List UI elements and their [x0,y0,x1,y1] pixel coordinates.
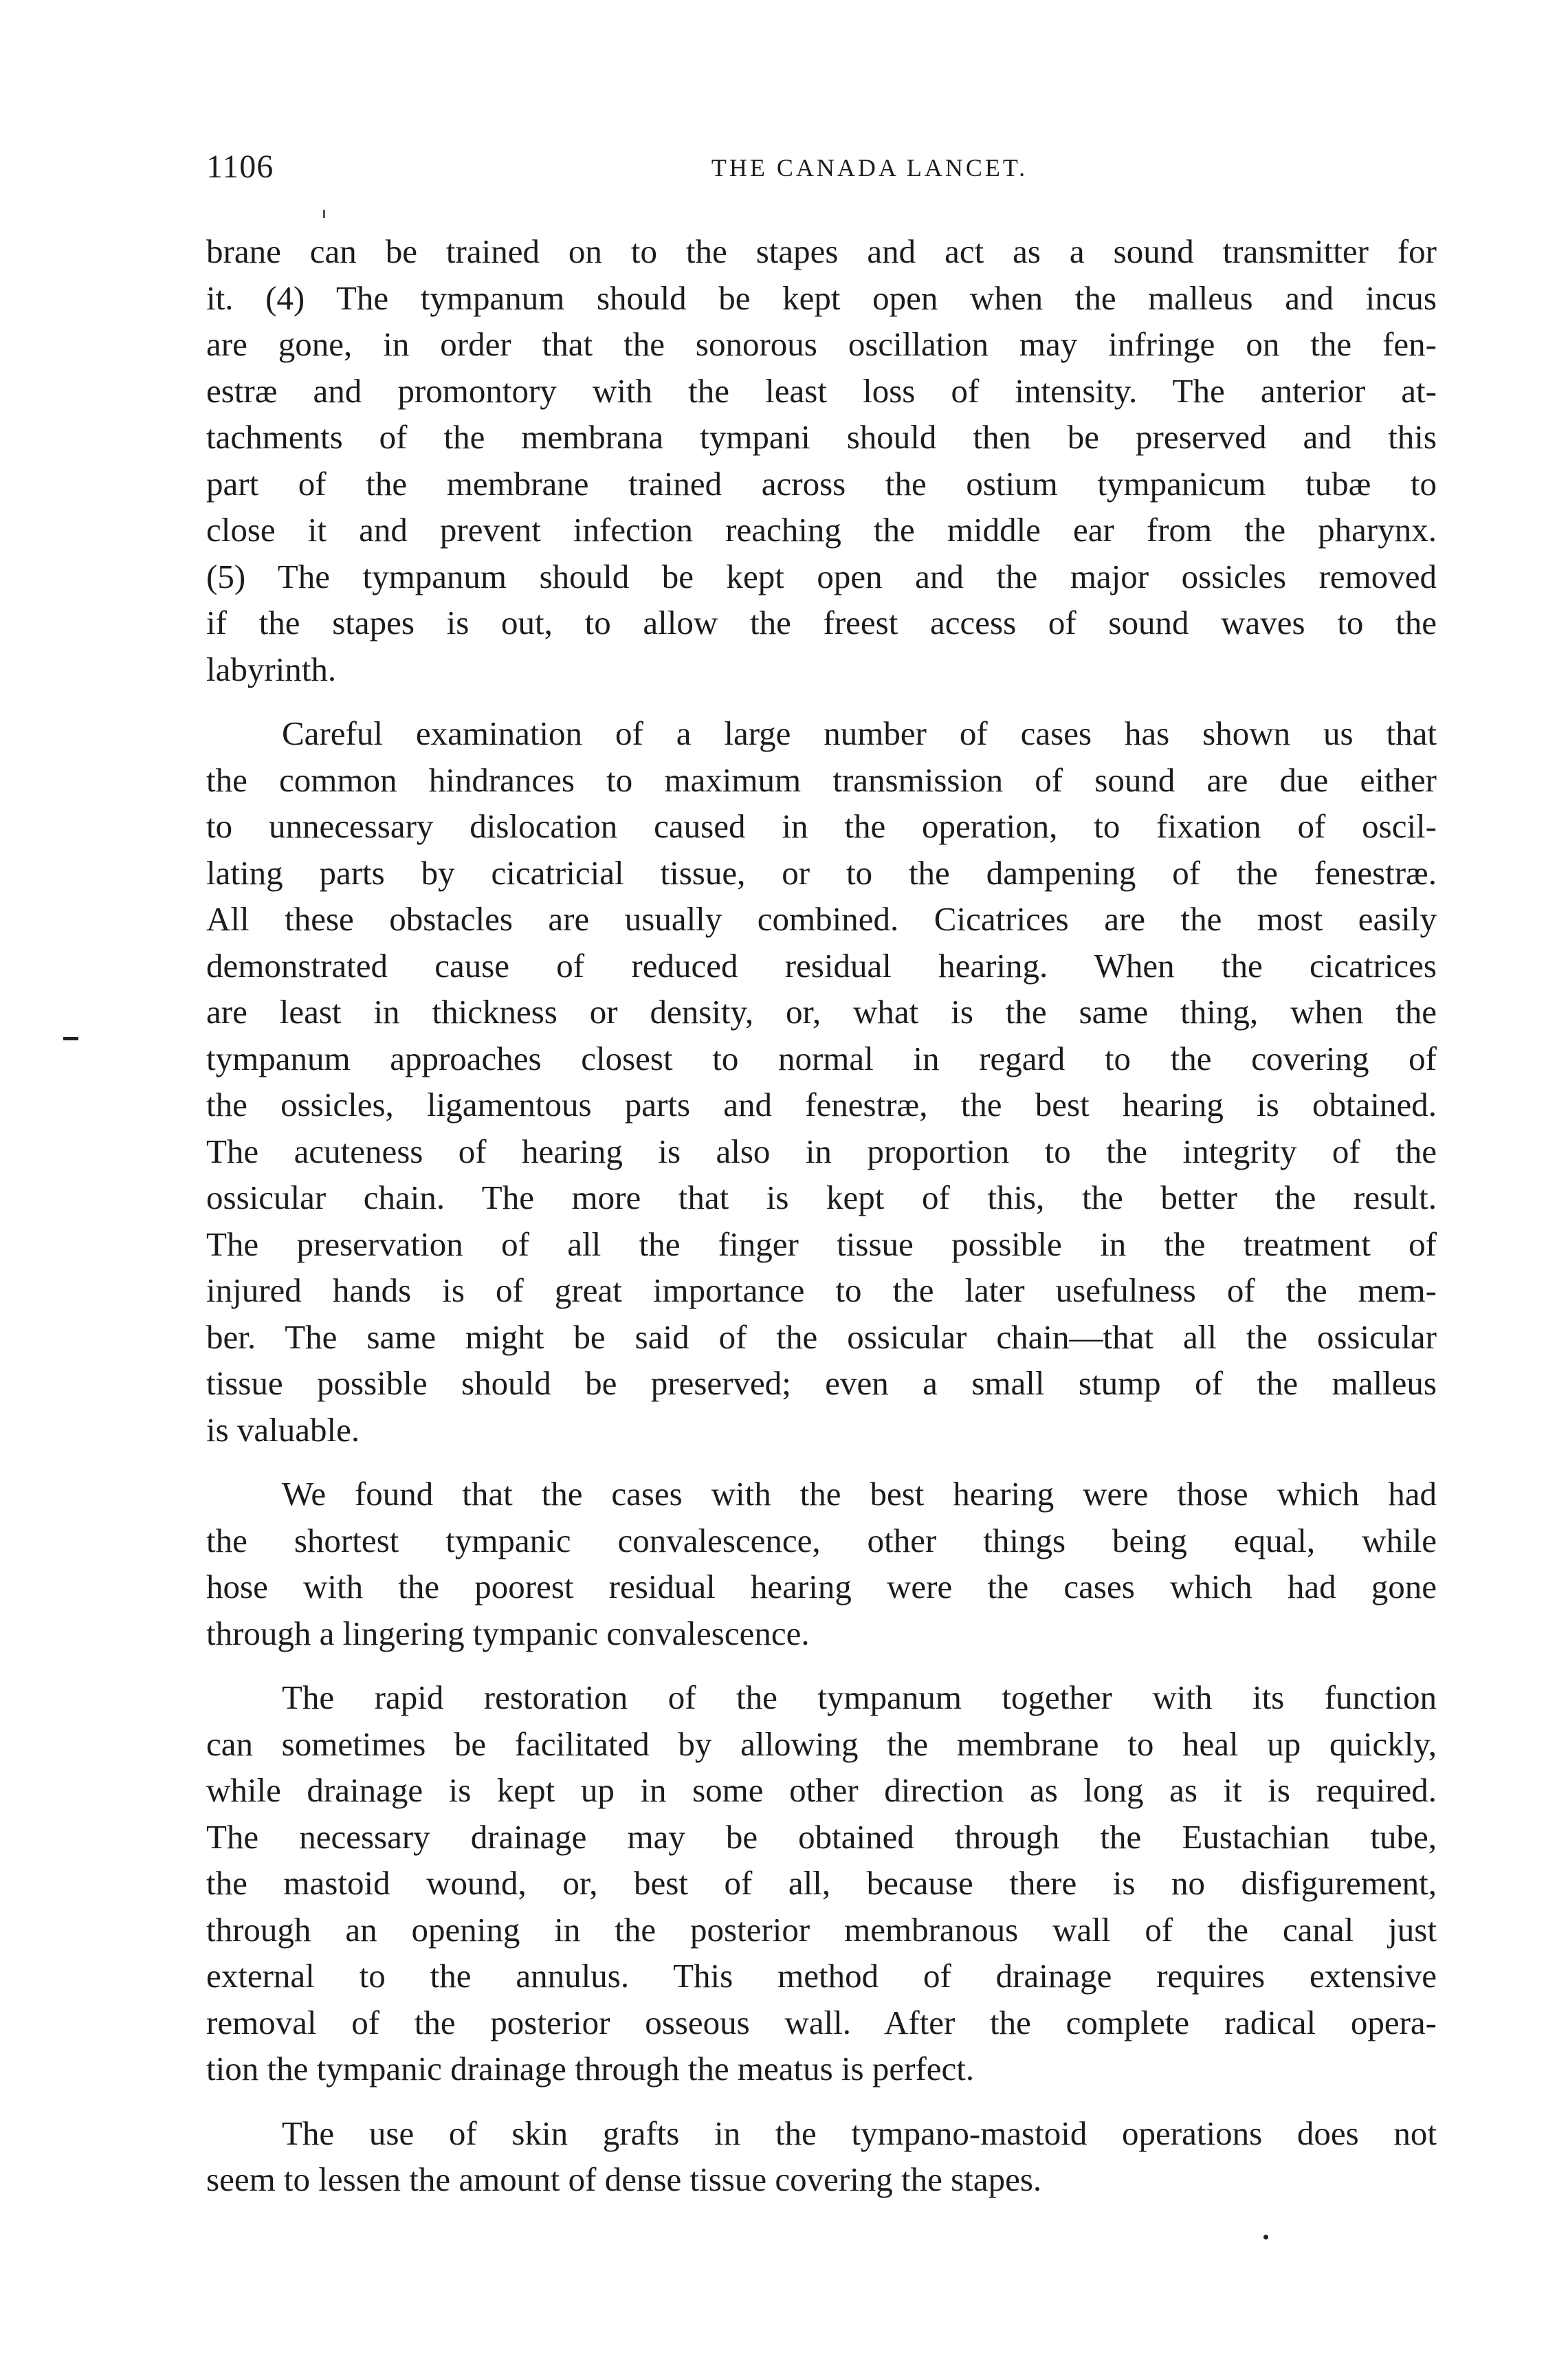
text-line: part of the membrane trained across the ostium tympanicum tubæ to [206,464,1437,503]
text-line: The preservation of all the finger tissue possible in the treatment of [206,1225,1437,1263]
text-line: All these obstacles are usually combined. Cicatrices are the most easily [206,900,1437,938]
text-line: tympanum approaches closest to normal in regard to the covering of [206,1039,1437,1077]
body-text [206,228,1437,2221]
print-speck [323,210,325,218]
text-line: Careful examination of a large number of cases has shown us that [282,714,1437,752]
text-line: We found that the cases with the best hearing were those which had [282,1475,1437,1513]
text-line: estræ and promontory with the least loss of intensity. The anterior at- [206,371,1437,410]
paragraph-4 [206,1674,1437,2092]
text-line: brane can be trained on to the stapes and act as a sound transmitter for [206,232,1437,270]
text-line: (5) The tympanum should be kept open and the major ossicles removed [206,557,1437,595]
text-line: tachments of the membrana tympani should then be preserved and this [206,418,1437,456]
text-line: while drainage is kept up in some other direction as long as it is required. [206,1771,1437,1809]
text-line: external to the annulus. This method of drainage requires extensive [206,1957,1437,1995]
journal-title: THE CANADA LANCET. [711,154,1028,182]
text-line: the shortest tympanic convalescence, other things being equal, while [206,1521,1437,1559]
text-line: the mastoid wound, or, best of all, because there is no disfigurement, [206,1864,1437,1902]
margin-mark [63,1037,78,1040]
text-line: removal of the posterior osseous wall. After the complete radical opera- [206,2003,1437,2041]
text-line: can sometimes be facilitated by allowing the membrane to heal up quickly, [206,1724,1437,1763]
paragraph-5 [206,2110,1437,2203]
text-line: seem to lessen the amount of dense tissue covering the stapes. [206,2160,1042,2198]
print-dot [1263,2235,1268,2239]
text-line: ber. The same might be said of the ossicular chain—that all the ossicular [206,1317,1437,1356]
paragraph-1 [206,228,1437,692]
text-line: it. (4) The tympanum should be kept open when the malleus and incus [206,278,1437,317]
text-line: through a lingering tympanic convalescence. [206,1614,810,1652]
running-head [206,148,1444,196]
text-line: injured hands is of great importance to the later usefulness of the mem- [206,1271,1437,1309]
text-line: is valuable. [206,1410,360,1449]
text-line: The acuteness of hearing is also in proportion to the integrity of the [206,1132,1437,1170]
text-line: demonstrated cause of reduced residual hearing. When the cicatrices [206,946,1437,985]
text-line: tion the tympanic drainage through the meatus is perfect. [206,2050,975,2088]
text-line: The rapid restoration of the tympanum together with its function [282,1678,1437,1716]
text-line: hose with the poorest residual hearing were the cases which had gone [206,1568,1437,1606]
paragraph-2 [206,710,1437,1453]
page-number: 1106 [206,149,274,185]
text-line: lating parts by cicatricial tissue, or to the dampening of the fenestræ. [206,853,1437,892]
text-line: The use of skin grafts in the tympano-mastoid operations does not [282,2114,1437,2152]
text-line: are least in thickness or density, or, what is the same thing, when the [206,993,1437,1031]
text-line: the ossicles, ligamentous parts and fenestræ, the best hearing is obtained. [206,1086,1437,1124]
text-line: the common hindrances to maximum transmission of sound are due either [206,760,1437,799]
text-line: through an opening in the posterior membranous wall of the canal just [206,1910,1437,1949]
text-line: to unnecessary dislocation caused in the operation, to fixation of oscil- [206,807,1437,845]
text-line: close it and prevent infection reaching the middle ear from the pharynx. [206,511,1437,549]
text-line: are gone, in order that the sonorous oscillation may infringe on the fen- [206,325,1437,363]
text-line: if the stapes is out, to allow the freest access of sound waves to the [206,604,1437,642]
text-line: The necessary drainage may be obtained through the Eustachian tube, [206,1817,1437,1856]
paragraph-3 [206,1471,1437,1656]
text-line: labyrinth. [206,650,337,688]
text-line: tissue possible should be preserved; even a small stump of the malleus [206,1364,1437,1402]
text-line: ossicular chain. The more that is kept of this, the better the result. [206,1179,1437,1216]
